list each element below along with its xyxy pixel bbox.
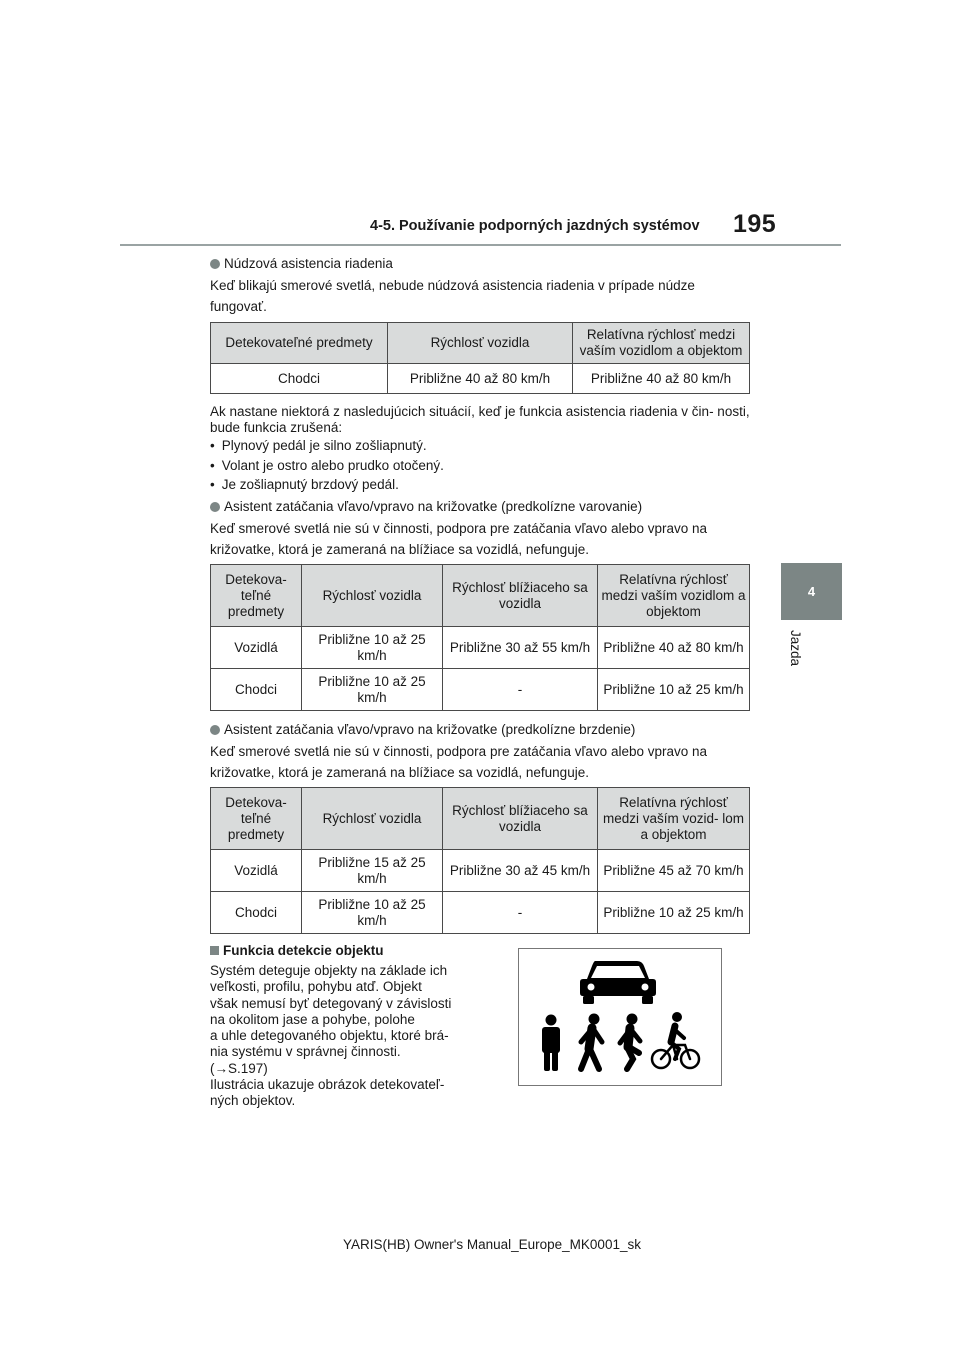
table-cell: Chodci — [211, 669, 302, 711]
section-heading-object-detection: Funkcia detekcie objektu — [210, 941, 384, 961]
table-cell: Približne 15 až 25 km/h — [302, 850, 443, 892]
section-heading-turn-braking: Asistent zatáčania vľavo/vpravo na križovatke (predkolízne brzdenie) — [210, 720, 635, 740]
table-cell: - — [443, 669, 598, 711]
page-reference-link[interactable]: (→S.197) — [210, 1060, 268, 1076]
table-header: Rýchlosť vozidla — [388, 323, 573, 364]
header-divider — [120, 244, 841, 246]
table-header: Detekovateľné predmety — [211, 323, 388, 364]
page-number: 195 — [733, 210, 777, 238]
table-turn-warning — [210, 564, 750, 711]
table-cell: Približne 30 až 55 km/h — [443, 627, 598, 669]
table-header: Detekova- teľné predmety — [211, 788, 302, 850]
table-header: Rýchlosť vozidla — [302, 788, 443, 850]
detectable-objects-illustration — [518, 948, 722, 1086]
section-text-object-detection: Systém deteguje objekty na základe ich veľkosti, profilu, pohybu atď. Objekt však nemusí byť detegovaný v závislosti na okolitom jase a pohybe, polohe a uhle detegovaného objektu, ktoré brá- nia systému v správnej činnosti. (→S.197) Ilustrácia ukazuje obrázok detekovateľ- ných objektov. — [210, 963, 500, 1110]
list-item: • Je zošliapnutý brzdový pedál. — [210, 475, 399, 495]
table-emergency-steering — [210, 322, 750, 394]
detectable-objects-svg — [519, 949, 721, 1085]
chapter-label: Jazda — [788, 630, 803, 667]
table-cell: Približne 30 až 45 km/h — [443, 850, 598, 892]
cyclist-icon — [652, 1012, 699, 1068]
table-row — [211, 850, 750, 892]
section-heading-emergency-steering: Núdzová asistencia riadenia — [210, 254, 393, 274]
table-cell: Približne 10 až 25 km/h — [598, 892, 750, 934]
table-row — [211, 627, 750, 669]
table-cell: Vozidlá — [211, 850, 302, 892]
list-item: • Volant je ostro alebo prudko otočený. — [210, 456, 444, 476]
table-cell: Chodci — [211, 364, 388, 394]
table-cell: Približne 45 až 70 km/h — [598, 850, 750, 892]
list-item: • Plynový pedál je silno zošliapnutý. — [210, 436, 427, 456]
table-cell: Chodci — [211, 892, 302, 934]
table-cell: Približne 10 až 25 km/h — [302, 892, 443, 934]
chapter-number: 4 — [807, 584, 816, 599]
bullet-icon — [210, 502, 220, 512]
table-header: Relatívna rýchlosť medzi vaším vozid- lom a objektom — [598, 788, 750, 850]
cancel-intro: Ak nastane niektorá z nasledujúcich situácií, keď je funkcia asistencia riadenia v čin- nosti, bude funkcia zrušená: — [210, 404, 750, 435]
table-cell: Približne 40 až 80 km/h — [573, 364, 750, 394]
table-row — [211, 892, 750, 934]
square-bullet-icon — [210, 946, 219, 955]
section-title: 4-5. Používanie podporných jazdných systémov — [370, 218, 700, 234]
table-cell: - — [443, 892, 598, 934]
table-cell: Približne 40 až 80 km/h — [388, 364, 573, 394]
car-icon — [580, 961, 656, 1004]
table-turn-braking — [210, 787, 750, 934]
table-row — [211, 669, 750, 711]
section-text-emergency-steering: Keď blikajú smerové svetlá, nebude núdzová asistencia riadenia v prípade núdze fungovať. — [210, 278, 695, 314]
table-header: Detekova- teľné predmety — [211, 565, 302, 627]
table-header: Rýchlosť blížiaceho sa vozidla — [443, 788, 598, 850]
section-text-turn-warning: Keď smerové svetlá nie sú v činnosti, podpora pre zatáčania vľavo alebo vpravo na križovatke, ktorá je zameraná na blížiace sa vozidlá, nefunguje. — [210, 521, 708, 557]
section-text-turn-braking: Keď smerové svetlá nie sú v činnosti, podpora pre zatáčania vľavo alebo vpravo na križovatke, ktorá je zameraná na blížiace sa vozidlá, nefunguje. — [210, 744, 708, 780]
table-cell: Približne 10 až 25 km/h — [302, 669, 443, 711]
pedestrian-walking-icon — [581, 1014, 602, 1070]
table-header: Relatívna rýchlosť medzi vaším vozidlom a objektom — [573, 323, 750, 364]
table-header: Relatívna rýchlosť medzi vaším vozidlom a objektom — [598, 565, 750, 627]
pedestrian-running-icon — [620, 1014, 640, 1070]
table-header: Rýchlosť blížiaceho sa vozidla — [443, 565, 598, 627]
pedestrian-standing-icon — [542, 1015, 560, 1072]
bullet-icon — [210, 259, 220, 269]
table-cell: Približne 10 až 25 km/h — [302, 627, 443, 669]
table-row — [211, 364, 750, 394]
section-heading-turn-warning: Asistent zatáčania vľavo/vpravo na križovatke (predkolízne varovanie) — [210, 497, 642, 517]
table-cell: Vozidlá — [211, 627, 302, 669]
table-cell: Približne 10 až 25 km/h — [598, 669, 750, 711]
table-cell: Približne 40 až 80 km/h — [598, 627, 750, 669]
table-header: Rýchlosť vozidla — [302, 565, 443, 627]
bullet-icon — [210, 725, 220, 735]
footer-manual-id: YARIS(HB) Owner's Manual_Europe_MK0001_sk — [343, 1237, 641, 1252]
